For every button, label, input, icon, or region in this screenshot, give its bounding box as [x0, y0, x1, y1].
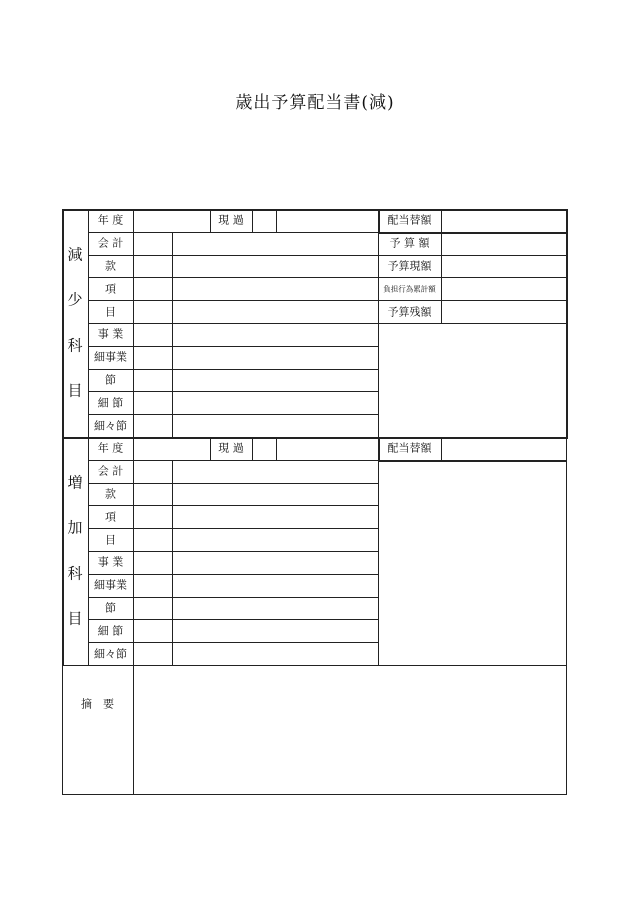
side-char-decrease: 目 — [67, 381, 83, 400]
row-label-increase: 款 — [105, 487, 116, 501]
row-label-decrease: 事 業 — [97, 327, 124, 341]
side-char-increase: 加 — [67, 518, 83, 537]
side-char-decrease: 減 — [67, 245, 83, 264]
name-input-increase[interactable] — [172, 574, 378, 597]
section-border-left — [62, 437, 64, 665]
current-past-input-decrease[interactable] — [252, 209, 276, 232]
year-row-divider — [276, 437, 277, 460]
name-input-increase[interactable] — [172, 528, 378, 551]
allocation-box-bottom — [378, 232, 567, 234]
code-input-decrease[interactable] — [133, 369, 172, 392]
name-input-decrease[interactable] — [172, 232, 378, 255]
row-label-increase: 節 — [105, 601, 116, 615]
code-input-decrease[interactable] — [133, 346, 172, 369]
row-label-increase: 会 計 — [97, 464, 124, 478]
row-label-increase: 細々節 — [94, 647, 127, 661]
form-border-right — [566, 209, 568, 439]
summary-border-left — [62, 665, 63, 794]
code-input-decrease[interactable] — [133, 277, 172, 300]
row-label-increase: 目 — [105, 533, 116, 547]
code-input-increase[interactable] — [133, 460, 172, 483]
row-label-decrease: 細々節 — [94, 419, 127, 433]
row-label-decrease: 目 — [105, 305, 116, 319]
code-input-decrease[interactable] — [133, 414, 172, 437]
year-row-divider — [276, 209, 277, 232]
row-label-increase: 項 — [105, 510, 116, 524]
row-label-increase: 事 業 — [97, 555, 124, 569]
allocation-box-left — [378, 209, 380, 232]
allocation-box-left — [378, 437, 380, 460]
code-input-decrease[interactable] — [133, 300, 172, 323]
right-label-decrease: 負担行為累計額 — [383, 284, 436, 294]
right-label-decrease: 予算現額 — [387, 259, 432, 273]
year-row-divider — [210, 209, 211, 232]
name-column-divider — [378, 209, 379, 437]
code-input-increase[interactable] — [133, 483, 172, 506]
name-input-increase[interactable] — [172, 551, 378, 574]
name-input-increase[interactable] — [172, 460, 378, 483]
current-past-input-increase[interactable] — [252, 437, 276, 460]
row-label-increase: 細事業 — [94, 578, 127, 592]
code-input-decrease[interactable] — [133, 255, 172, 278]
row-label-decrease: 年 度 — [97, 213, 124, 227]
row-label-decrease: 項 — [105, 282, 116, 296]
code-input-decrease[interactable] — [133, 391, 172, 414]
allocation-amount-input-increase[interactable] — [441, 437, 567, 460]
side-char-increase: 目 — [67, 609, 83, 628]
row-label-decrease: 細 節 — [97, 396, 124, 410]
name-input-increase[interactable] — [172, 597, 378, 620]
right-label-decrease: 予算残額 — [387, 305, 432, 319]
right-label-decrease: 予 算 額 — [389, 236, 430, 250]
code-input-decrease[interactable] — [133, 323, 172, 346]
name-input-increase[interactable] — [172, 483, 378, 506]
code-input-increase[interactable] — [133, 597, 172, 620]
summary-input[interactable] — [133, 665, 567, 794]
row-label-decrease: 細事業 — [94, 350, 127, 364]
current-past-label-increase: 現 過 — [218, 441, 244, 455]
name-input-decrease[interactable] — [172, 414, 378, 437]
row-label-decrease: 節 — [105, 373, 116, 387]
code-input-increase[interactable] — [133, 619, 172, 642]
name-input-decrease[interactable] — [172, 369, 378, 392]
code-input-increase[interactable] — [133, 574, 172, 597]
side-char-increase: 科 — [67, 564, 83, 583]
code-input-decrease[interactable] — [133, 232, 172, 255]
name-input-decrease[interactable] — [172, 346, 378, 369]
year-input-decrease[interactable] — [133, 209, 210, 232]
code-input-increase[interactable] — [133, 551, 172, 574]
code-input-increase[interactable] — [133, 528, 172, 551]
name-input-decrease[interactable] — [172, 277, 378, 300]
row-label-decrease: 款 — [105, 259, 116, 273]
side-char-decrease: 少 — [67, 290, 83, 309]
document-title: 歳出予算配当書(減) — [235, 93, 395, 113]
allocation-box-bottom — [378, 460, 567, 462]
code-input-increase[interactable] — [133, 505, 172, 528]
name-input-increase[interactable] — [172, 642, 378, 665]
section-border-left — [62, 209, 64, 437]
name-input-decrease[interactable] — [172, 391, 378, 414]
side-char-decrease: 科 — [67, 336, 83, 355]
name-input-decrease[interactable] — [172, 323, 378, 346]
summary-label: 摘 要 — [81, 697, 114, 711]
row-label-decrease: 会 計 — [97, 236, 124, 250]
year-input-increase[interactable] — [133, 437, 210, 460]
right-label-increase: 配当替額 — [387, 441, 432, 455]
form-border-bottom — [62, 794, 567, 795]
name-input-increase[interactable] — [172, 619, 378, 642]
code-input-increase[interactable] — [133, 642, 172, 665]
row-label-increase: 年 度 — [97, 441, 124, 455]
right-label-decrease: 配当替額 — [387, 213, 432, 227]
name-input-decrease[interactable] — [172, 300, 378, 323]
name-input-increase[interactable] — [172, 505, 378, 528]
name-column-divider — [378, 437, 379, 665]
allocation-amount-input-decrease[interactable] — [441, 209, 567, 232]
year-row-divider — [210, 437, 211, 460]
side-char-increase: 増 — [67, 473, 83, 492]
row-label-increase: 細 節 — [97, 624, 124, 638]
current-past-label-decrease: 現 過 — [218, 213, 244, 227]
name-input-decrease[interactable] — [172, 255, 378, 278]
